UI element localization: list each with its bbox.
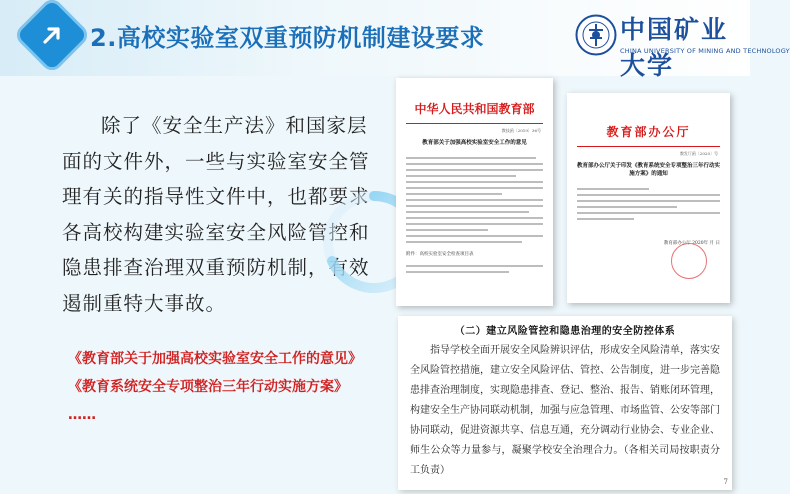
document-header: 教育部办公厅 xyxy=(606,125,691,139)
document-ministry-office-notice xyxy=(567,93,730,303)
reference-item: 《教育系统安全专项整治三年行动实施方案》 xyxy=(68,379,348,395)
reference-list xyxy=(68,345,362,429)
reference-item: …… xyxy=(68,407,96,423)
official-stamp xyxy=(671,243,707,279)
page-number: 7 xyxy=(723,478,728,486)
document-excerpt xyxy=(398,316,732,490)
document-text-lines xyxy=(396,257,553,273)
document-number: 教发厅函〔2020〕号 xyxy=(679,151,718,156)
document-number: 教技函〔2019〕36号 xyxy=(501,128,541,133)
reference-item: 《教育部关于加强高校实验室安全工作的意见》 xyxy=(68,351,362,367)
university-logo-name: 中国矿业大学 xyxy=(620,15,729,80)
arrow-up-right-icon xyxy=(27,10,77,60)
document-footer: 附件：高校实验室安全检查项目表 xyxy=(406,252,474,257)
document-ministry-opinion xyxy=(396,78,553,306)
excerpt-body: 指导学校全面开展安全风险辨识评估，形成安全风险清单，落实安全风险管控措施，建立安全风险评估、管控、公告制度，进一步完善隐患排查治理制度，实现隐患排查、登记、整治、报告、销账闭环管理，构建安全生产协同联动机制，加强与应急管理、市场监管、公安等部门协同联动，促进资源共享、信息互通，充分调动行业协会、专业企业、师生公众等力量参与，凝聚学校安全治理合力。（各相关司局按职责分工负责） xyxy=(410,345,720,476)
page-title: 2.高校实验室双重预防机制建设要求 xyxy=(90,24,485,52)
document-footer: 教育部办公厅 2020年 月 日 xyxy=(663,241,720,246)
excerpt-title: （二）建立风险管控和隐患治理的安全防控体系 xyxy=(454,326,676,337)
university-logo-english: CHINA UNIVERSITY OF MINING AND TECHNOLOGY xyxy=(620,47,790,55)
document-title: 教育部办公厅关于印发《教育系统安全专项整治三年行动实施方案》的通知 xyxy=(576,163,720,177)
university-seal-icon xyxy=(575,14,617,56)
document-text-lines xyxy=(567,180,730,220)
document-title: 教育部关于加强高校实验室安全工作的意见 xyxy=(422,140,527,146)
document-header: 中华人民共和国教育部 xyxy=(414,102,535,116)
main-paragraph: 除了《安全生产法》和国家层面的文件外，一些与实验室安全管理有关的指导性文件中，也都要求各高校构建实验室安全风险管控和隐患排查治理双重预防机制，有效遏制重特大事故。 xyxy=(62,114,370,315)
document-text-lines xyxy=(396,149,553,243)
